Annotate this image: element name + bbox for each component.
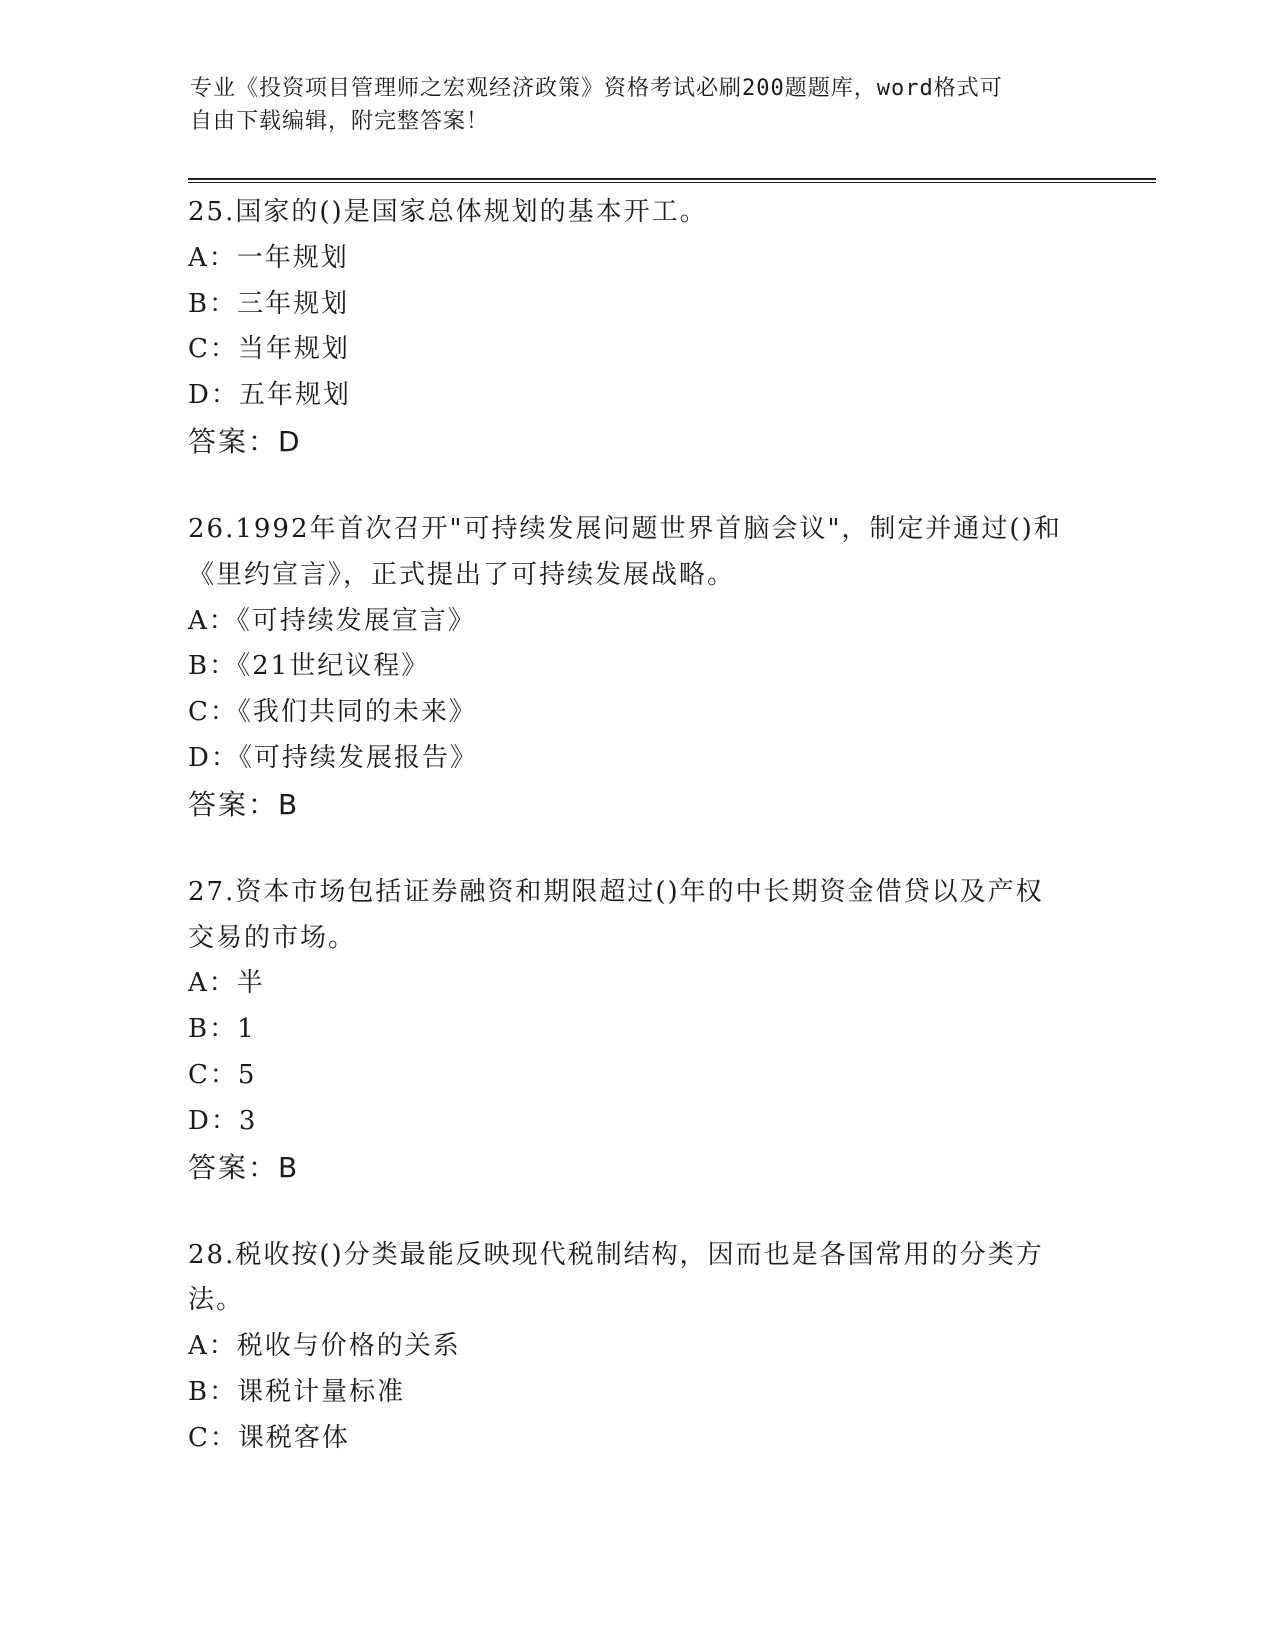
option-d: D：3 [188, 1105, 258, 1136]
answer-label: 答案：B [188, 787, 300, 821]
question-stem: 26.1992年首次召开"可持续发展问题世界首脑会议"，制定并通过()和 [188, 513, 1062, 544]
question-stem: 28.税收按()分类最能反映现代税制结构，因而也是各国常用的分类方 [188, 1239, 1044, 1270]
option-d: D：《可持续发展报告》 [188, 742, 478, 773]
option-b: B：1 [188, 1014, 256, 1045]
header-line-1: 专业《投资项目管理师之宏观经济政策》资格考试必刷200题题库，word格式可 [190, 76, 1003, 101]
option-d: D：五年规划 [188, 380, 351, 411]
option-a: A：半 [188, 968, 265, 999]
document-header [190, 72, 1090, 138]
option-c: C：课税客体 [188, 1422, 350, 1453]
question-list [188, 190, 1088, 1504]
answer-label: 答案：B [188, 1150, 300, 1184]
question-26 [188, 507, 1088, 828]
question-stem-continued: 《里约宣言》，正式提出了可持续发展战略。 [188, 559, 736, 590]
question-stem: 25.国家的()是国家总体规划的基本开工。 [188, 197, 708, 227]
option-c: C：《我们共同的未来》 [188, 697, 477, 728]
question-25 [188, 190, 1088, 465]
option-b: B：课税计量标准 [188, 1376, 406, 1407]
question-stem-continued: 交易的市场。 [188, 922, 357, 953]
answer-label: 答案：D [188, 424, 302, 458]
option-a: A：一年规划 [188, 242, 349, 273]
option-b: B：《21世纪议程》 [188, 651, 430, 682]
header-line-2: 自由下载编辑，附完整答案！ [190, 109, 490, 134]
option-c: C：当年规划 [188, 334, 350, 365]
question-27 [188, 870, 1088, 1191]
option-c: C：5 [188, 1059, 257, 1090]
option-a: A：《可持续发展宣言》 [188, 605, 476, 636]
option-a: A：税收与价格的关系 [188, 1331, 461, 1362]
question-stem: 27.资本市场包括证券融资和期限超过()年的中长期资金借贷以及产权 [188, 876, 1044, 907]
option-b: B：三年规划 [188, 288, 350, 319]
question-28 [188, 1233, 1088, 1462]
header-divider [188, 178, 1156, 183]
question-stem-continued: 法。 [188, 1285, 245, 1316]
